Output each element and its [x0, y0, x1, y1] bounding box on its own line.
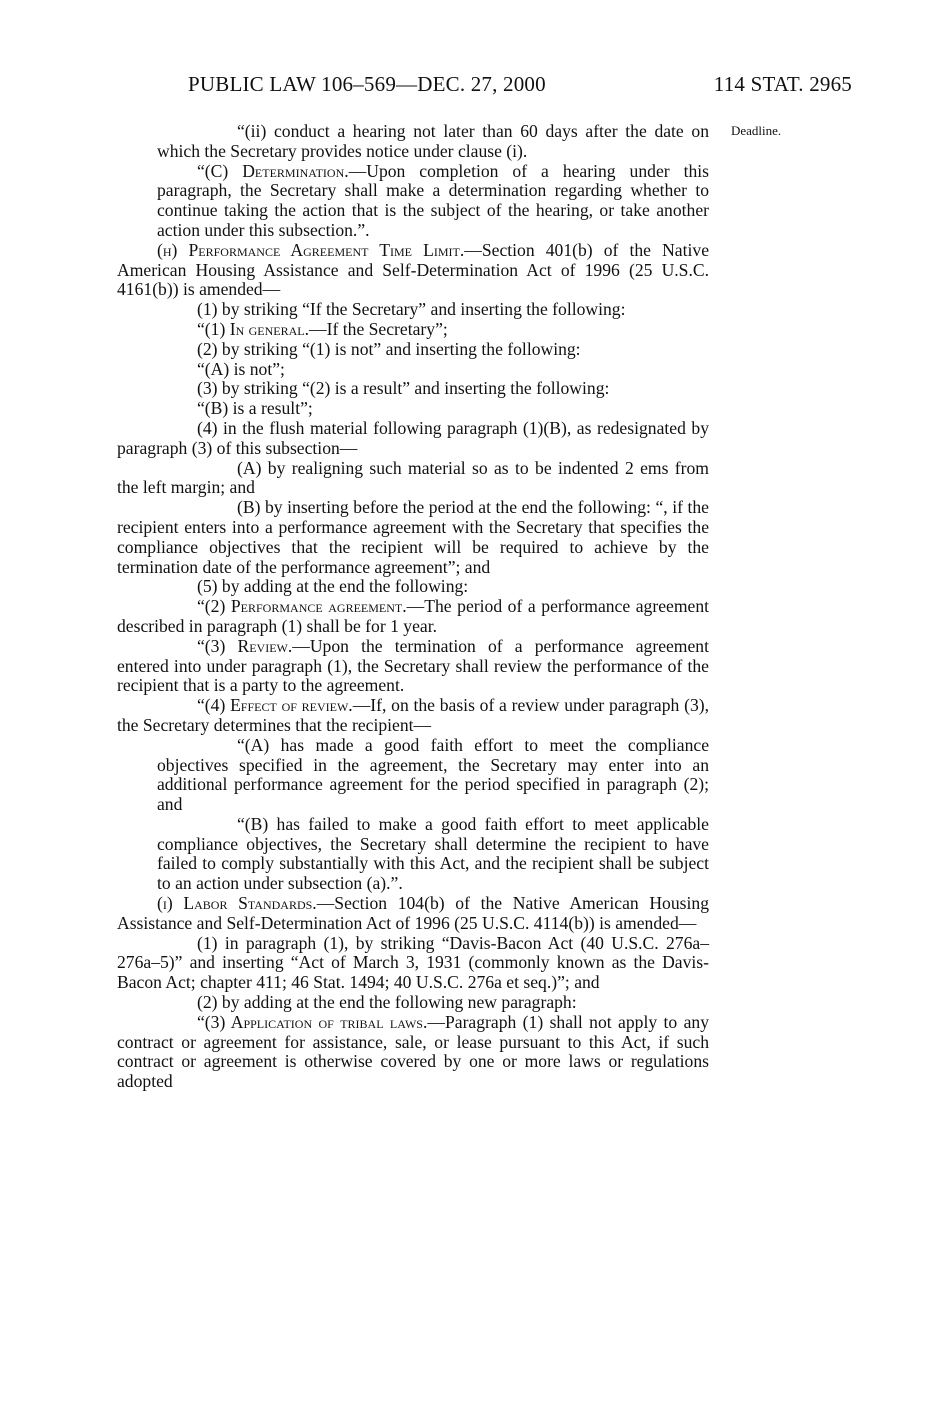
margin-note-deadline: Deadline.	[731, 123, 782, 138]
paragraph-text: (4) in the flush material following paragraph (1)(B), as redesignated by paragraph (3) of this subsection—	[117, 417, 709, 458]
statute-paragraph	[117, 379, 709, 399]
statute-paragraph	[117, 577, 709, 597]
paragraph-text: —The period of a performance agreement described in paragraph (1) shall be for 1 year.	[117, 596, 710, 636]
paragraph-text: —Upon completion of a hearing under this paragraph, the Secretary shall make a determination regarding whether to continue taking the action that is the subject of the hearing, or take another action under this subsection.”.	[157, 160, 709, 240]
statute-paragraph	[117, 300, 709, 320]
paragraph-heading: “(3) Application of tribal laws.	[197, 1011, 428, 1032]
paragraph-text: —Upon the termination of a performance agreement entered into under paragraph (1), the Secretary shall review the performance of the recipient that is a party to the agreement.	[117, 635, 709, 696]
statute-paragraph	[117, 815, 709, 894]
paragraph-text: —Paragraph (1) shall not apply to any contract or agreement for assistance, sale, or lease pursuant to this Act, if such contract or agreement is otherwise covered by one or more laws or regulations adopted	[117, 1011, 709, 1092]
statute-paragraph	[117, 122, 709, 162]
statute-paragraph	[117, 320, 709, 340]
paragraph-text: (1) by striking “If the Secretary” and inserting the following:	[197, 299, 626, 320]
statute-text	[117, 122, 709, 1092]
paragraph-heading: (h) Performance Agreement Time Limit.	[157, 239, 465, 260]
statute-paragraph	[117, 696, 709, 736]
paragraph-heading: “(1) In general.	[197, 318, 310, 339]
statute-paragraph	[117, 399, 709, 419]
paragraph-heading: (i) Labor Standards.	[157, 893, 317, 914]
paragraph-text: (A) by realigning such material so as to be indented 2 ems from the left margin; and	[117, 457, 709, 498]
paragraph-text: “(A) has made a good faith effort to meet the compliance objectives specified in the agreement, the Secretary may enter into an additional performance agreement for the period specified in paragraph (2); and	[157, 734, 709, 815]
page-number: 114 STAT. 2965	[713, 72, 852, 96]
statute-paragraph	[117, 498, 709, 577]
paragraph-text: “(B) is a result”;	[197, 398, 313, 419]
paragraph-text: —If, on the basis of a review under paragraph (3), the Secretary determines that the recipient—	[117, 695, 709, 735]
paragraph-text: —If the Secretary”;	[309, 318, 448, 339]
paragraph-heading: “(C) Determination.	[197, 160, 349, 181]
paragraph-text: (1) in paragraph (1), by striking “Davis-Bacon Act (40 U.S.C. 276a–276a–5)” and inserting “Act of March 3, 1931 (commonly known as the Davis-Bacon Act; chapter 411; 46 Stat. 1494; 40 U.S.C. 276a et seq.)”; and	[117, 932, 709, 993]
paragraph-text: “(B) has failed to make a good faith effort to meet applicable compliance objectives, the Secretary shall determine the recipient to have failed to comply substantially with this Act, and the recipient shall be subject to an action under subsection (a).”.	[157, 813, 709, 894]
statute-paragraph	[117, 894, 709, 934]
statute-paragraph	[117, 340, 709, 360]
statute-paragraph	[117, 637, 709, 696]
statute-paragraph	[117, 934, 709, 993]
statute-paragraph	[117, 597, 709, 637]
paragraph-text: (2) by striking “(1) is not” and inserting the following:	[197, 338, 581, 359]
statute-paragraph	[117, 1013, 709, 1092]
paragraph-text: (B) by inserting before the period at the end the following: “, if the recipient enters into a performance agreement with the Secretary that specifies the compliance objectives that the recipient will be required to achieve by the termination date of the performance agreement”; and	[117, 497, 709, 577]
statute-paragraph	[117, 459, 709, 499]
statute-paragraph	[117, 419, 709, 459]
statute-paragraph	[117, 162, 709, 241]
paragraph-text: —Section 104(b) of the Native American Housing Assistance and Self-Determination Act of 1996 (25 U.S.C. 4114(b)) is amended—	[117, 893, 709, 933]
running-head-title: PUBLIC LAW 106–569—DEC. 27, 2000	[188, 72, 546, 96]
paragraph-text: (3) by striking “(2) is a result” and inserting the following:	[197, 378, 610, 399]
paragraph-text: “(ii) conduct a hearing not later than 60 days after the date on which the Secretary provides notice under clause (i).	[157, 121, 709, 161]
paragraph-text: (2) by adding at the end the following new paragraph:	[197, 992, 577, 1013]
paragraph-heading: “(2) Performance agreement.	[197, 596, 407, 617]
paragraph-text: “(A) is not”;	[197, 358, 285, 379]
paragraph-text: —Section 401(b) of the Native American Housing Assistance and Self-Determination Act of 1996 (25 U.S.C. 4161(b)) is amended—	[117, 239, 709, 300]
statute-paragraph	[117, 241, 709, 300]
paragraph-heading: “(3) Review.	[197, 635, 293, 656]
statute-paragraph	[117, 360, 709, 380]
statute-paragraph	[117, 993, 709, 1013]
paragraph-text: (5) by adding at the end the following:	[197, 576, 469, 597]
statute-paragraph	[117, 736, 709, 815]
paragraph-heading: “(4) Effect of review.	[197, 695, 353, 716]
